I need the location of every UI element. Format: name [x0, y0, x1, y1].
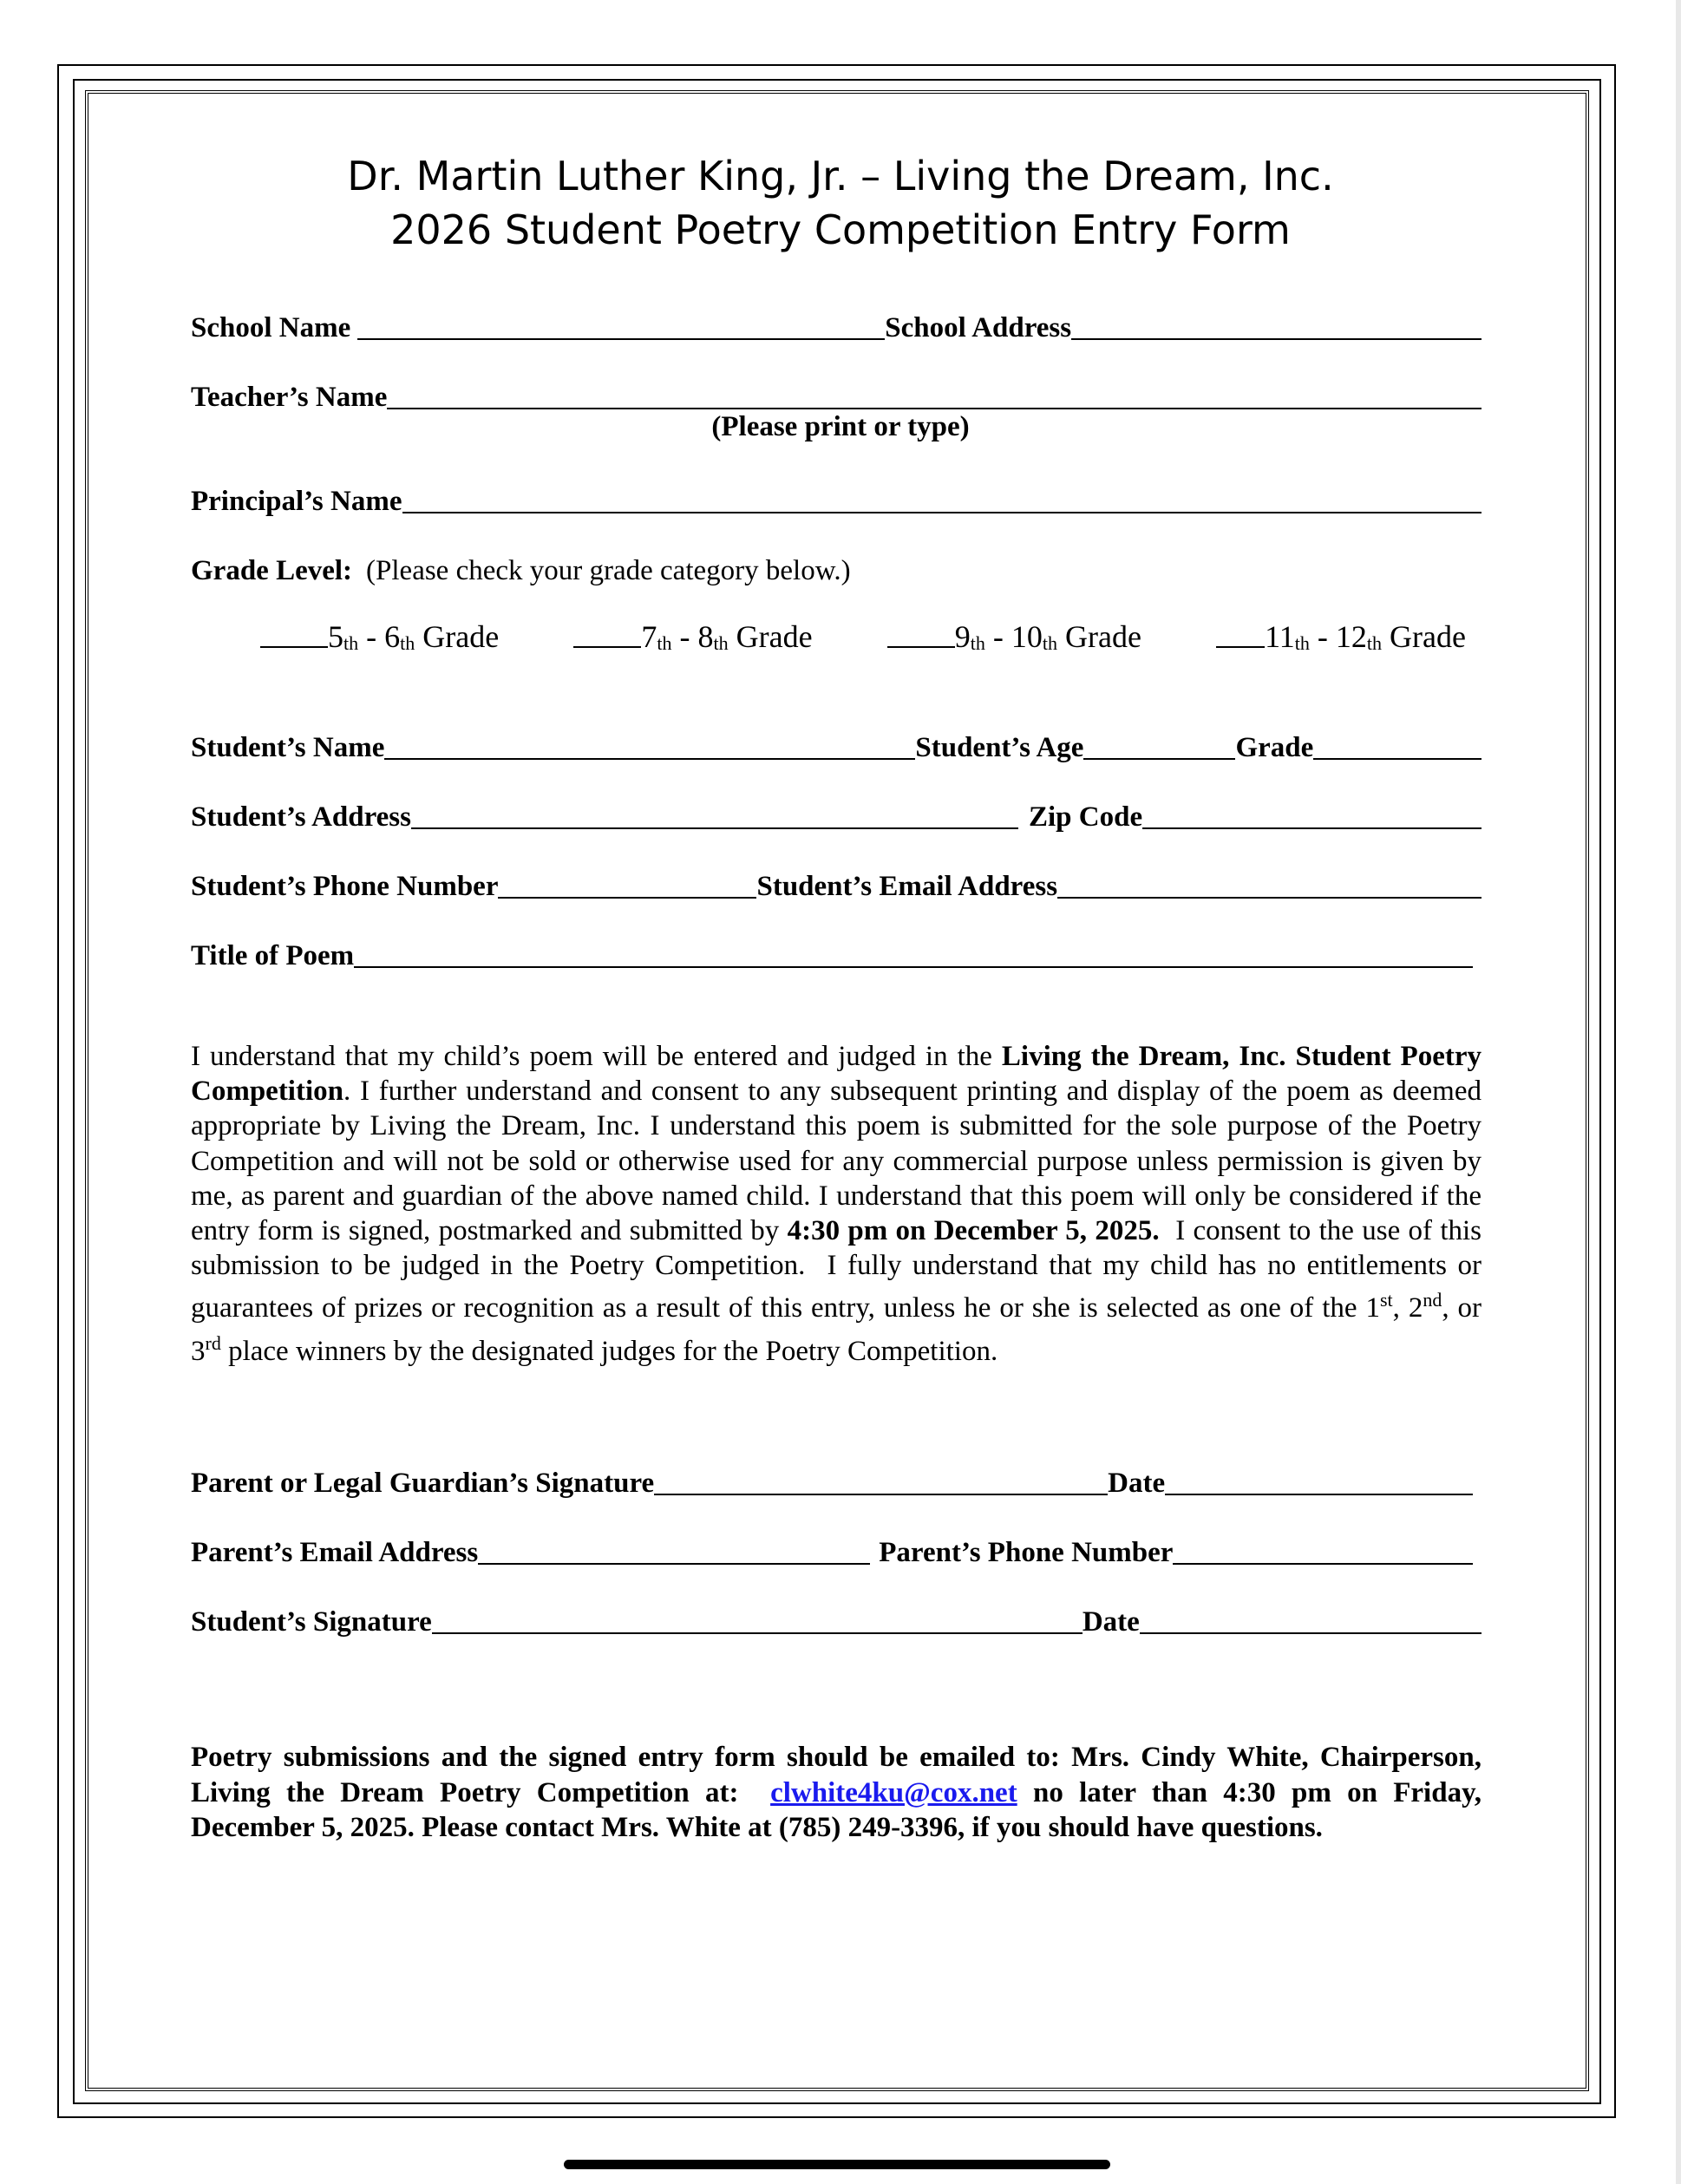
home-indicator[interactable] [564, 2160, 1110, 2169]
grade-checkbox[interactable] [887, 620, 955, 648]
date-label: Date [1082, 1606, 1140, 1638]
consent-text: I understand that my child’s poem will be entered and judged in the [191, 1041, 1002, 1072]
parent-contact-row [191, 1530, 1473, 1570]
school-address-label: School Address [885, 312, 1072, 343]
school-row [191, 305, 1482, 345]
guardian-signature-field[interactable] [654, 1468, 1108, 1495]
grade-checkbox[interactable] [260, 620, 328, 648]
consent-text: I consent to the use of this submission to be judged in the Poetry Competition. I fully understand that my child has no entitlements or guarantees of prizes or recognition as a result of this entry, unless he or she is selected as one of the 1 [191, 1215, 1489, 1324]
parent-email-label: Parent’s Email Address [191, 1537, 479, 1568]
zip-code-field[interactable] [1142, 801, 1482, 829]
grade-word: Grade [1382, 619, 1466, 654]
email-link[interactable]: clwhite4ku@cox.net [770, 1776, 1017, 1808]
school-name-field[interactable] [357, 312, 885, 340]
grade-start: 5 [328, 619, 343, 654]
grade-word: Grade [728, 619, 813, 654]
student-phone-label: Student’s Phone Number [191, 871, 499, 902]
grade-options [260, 618, 1466, 655]
consent-text: . I further understand and consent to any subsequent printing and display of the poem as deemed appropriate by Living the Dream, Inc. I understand this poem is submitted for the sole purpose of the Poetry Competition and will not be sold or otherwise used for any commercial purpose unless permission is given by me, as parent and guardian of the above named child. I understand that this poem will only be considered if the entry form is signed, postmarked and submitted by [191, 1076, 1482, 1247]
ordinal-suffix: st [1379, 1289, 1393, 1311]
grade-sep: - [984, 619, 1011, 654]
grade-checkbox[interactable] [573, 620, 641, 648]
consent-bold: Living the Dream, Inc. Student Poetry Competition [191, 1041, 1482, 1108]
student-name-field[interactable] [384, 732, 915, 760]
consent-text: , 2 [1392, 1292, 1423, 1324]
contact-row [191, 864, 1482, 904]
grade-sep: - [358, 619, 385, 654]
grade-level-label: Grade Level: [191, 555, 353, 586]
principal-name-label: Principal’s Name [191, 486, 402, 517]
grade-start: 7 [641, 619, 657, 654]
grade-option-5-6[interactable] [260, 618, 499, 655]
consent-paragraph [191, 1039, 1489, 1369]
grade-end: 12 [1335, 619, 1367, 654]
ordinal-suffix: nd [1423, 1289, 1442, 1311]
grade-suffix: th [713, 632, 729, 654]
grade-suffix: th [343, 632, 359, 654]
student-signature-row [191, 1599, 1482, 1639]
poem-title-row [191, 933, 1473, 973]
guardian-signature-row [191, 1461, 1473, 1501]
student-signature-field[interactable] [432, 1606, 1083, 1634]
grade-start: 11 [1265, 619, 1295, 654]
consent-deadline: 4:30 pm on December 5, 2025. [787, 1215, 1160, 1247]
page-edge [1676, 0, 1681, 2184]
teacher-name-field[interactable] [387, 382, 1482, 409]
parent-phone-field[interactable] [1173, 1537, 1473, 1565]
student-email-field[interactable] [1057, 871, 1482, 899]
grade-level-hint: (Please check your grade category below.) [366, 555, 851, 586]
principal-row [191, 479, 1482, 519]
grade-word: Grade [415, 619, 500, 654]
address-row [191, 794, 1482, 834]
student-age-label: Student’s Age [915, 732, 1084, 763]
grade-checkbox[interactable] [1216, 620, 1265, 648]
teacher-row [191, 375, 1482, 415]
print-note: (Please print or type) [711, 411, 970, 442]
zip-code-label: Zip Code [1029, 801, 1143, 833]
grade-sep: - [671, 619, 698, 654]
grade-suffix: th [1294, 632, 1310, 654]
grade-level-row [191, 548, 1482, 588]
guardian-date-field[interactable] [1165, 1468, 1473, 1495]
poem-title-field[interactable] [354, 940, 1473, 968]
ordinal-suffix: rd [205, 1331, 221, 1354]
org-title: Dr. Martin Luther King, Jr. – Living the Dream, Inc. [347, 153, 1334, 199]
grade-option-9-10[interactable] [887, 618, 1141, 655]
student-address-label: Student’s Address [191, 801, 411, 833]
grade-option-7-8[interactable] [573, 618, 812, 655]
grade-suffix: th [657, 632, 672, 654]
grade-field[interactable] [1313, 732, 1482, 760]
teacher-name-label: Teacher’s Name [191, 382, 388, 413]
student-phone-field[interactable] [498, 871, 756, 899]
submission-instructions [191, 1740, 1489, 1846]
grade-word: Grade [1057, 619, 1141, 654]
student-name-label: Student’s Name [191, 732, 385, 763]
grade-suffix: th [970, 632, 985, 654]
grade-suffix: th [400, 632, 415, 654]
grade-end: 8 [697, 619, 714, 654]
grade-suffix: th [1366, 632, 1383, 654]
consent-text: , or 3 [191, 1292, 1482, 1367]
school-address-field[interactable] [1071, 312, 1482, 340]
school-name-label: School Name [191, 312, 351, 343]
form-title: 2026 Student Poetry Competition Entry Form [390, 206, 1291, 253]
instructions-text: Poetry submissions and the signed entry form should be emailed to: Mrs. Cindy White, Chairperson, Living the Dream Poetry Competition at: [191, 1742, 1489, 1808]
grade-option-11-12[interactable] [1216, 618, 1466, 655]
principal-name-field[interactable] [402, 486, 1482, 513]
student-address-field[interactable] [411, 801, 1018, 829]
grade-suffix: th [1042, 632, 1057, 654]
grade-sep: - [1309, 619, 1336, 654]
student-email-label: Student’s Email Address [756, 871, 1058, 902]
date-label: Date [1108, 1468, 1166, 1499]
student-date-field[interactable] [1140, 1606, 1482, 1634]
grade-end: 6 [384, 619, 401, 654]
poem-title-label: Title of Poem [191, 940, 355, 971]
student-row [191, 725, 1482, 765]
student-age-field[interactable] [1083, 732, 1235, 760]
grade-end: 10 [1011, 619, 1043, 654]
parent-phone-label: Parent’s Phone Number [879, 1537, 1174, 1568]
consent-text: place winners by the designated judges for the Poetry Competition. [220, 1335, 998, 1367]
instructions-text: no later than 4:30 pm on Friday, December 5, 2025. Please contact Mrs. White at (785) 249-3396, if you should have questions. [191, 1776, 1482, 1843]
guardian-signature-label: Parent or Legal Guardian’s Signature [191, 1468, 655, 1499]
parent-email-field[interactable] [478, 1537, 870, 1565]
grade-start: 9 [954, 619, 971, 654]
student-signature-label: Student’s Signature [191, 1606, 432, 1638]
grade-label: Grade [1235, 732, 1314, 763]
